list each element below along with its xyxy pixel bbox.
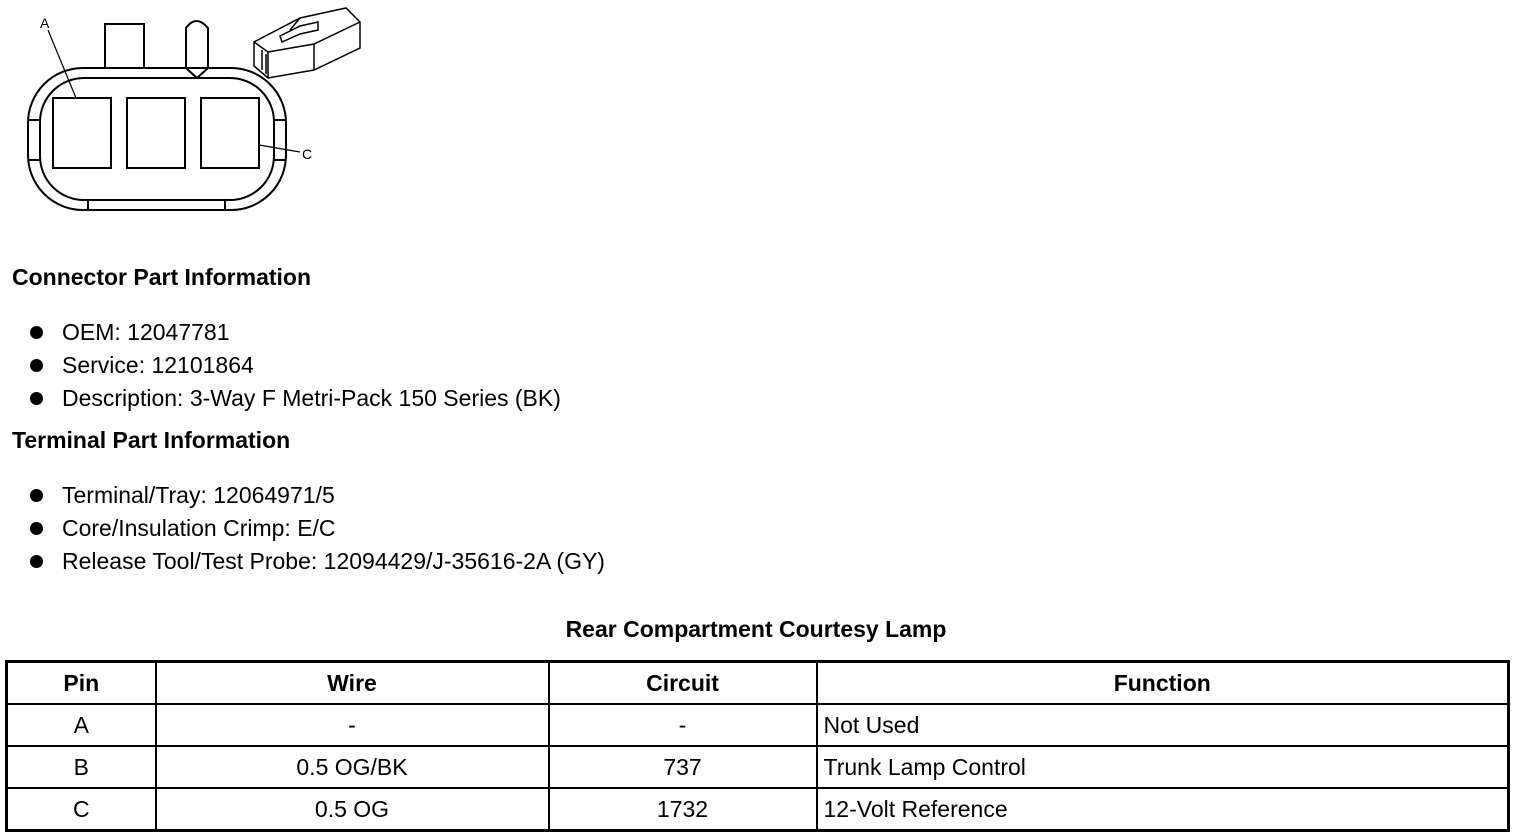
header-function: Function <box>817 662 1509 705</box>
connector-diagram <box>0 0 380 220</box>
terminal-part-info-heading: Terminal Part Information <box>12 427 291 453</box>
list-item <box>30 479 605 512</box>
core-insulation-crimp: Core/Insulation Crimp: E/C <box>62 515 336 541</box>
left-notch <box>29 120 40 160</box>
connector-description: Description: 3-Way F Metri-Pack 150 Series (BK) <box>62 385 561 411</box>
callout-a-leader <box>48 30 76 98</box>
bullet-icon <box>30 392 43 405</box>
table-header-row <box>7 662 1509 705</box>
bullet-icon <box>30 359 43 372</box>
callout-a-label: A <box>40 15 50 31</box>
cell-pin: B <box>7 746 156 788</box>
cavity-a <box>53 98 111 168</box>
table-row <box>7 704 1509 746</box>
list-item <box>30 545 605 578</box>
connector-part-list <box>30 316 561 415</box>
release-tool: Release Tool/Test Probe: 12094429/J-35616-2A (GY) <box>62 548 605 574</box>
cell-pin: C <box>7 788 156 831</box>
oem-part-number: OEM: 12047781 <box>62 319 230 345</box>
table-title: Rear Compartment Courtesy Lamp <box>565 616 947 642</box>
table-row <box>7 746 1509 788</box>
connector-latch <box>186 21 208 78</box>
bullet-icon <box>30 522 43 535</box>
connector-outer-shell <box>28 68 286 210</box>
cell-circuit: 1732 <box>549 788 817 831</box>
cell-wire: 0.5 OG/BK <box>156 746 549 788</box>
cell-function: Trunk Lamp Control <box>817 746 1509 788</box>
cavity-c <box>201 98 259 168</box>
cell-wire: - <box>156 704 549 746</box>
cavity-b <box>127 98 185 168</box>
list-item <box>30 382 561 415</box>
terminal-part-list <box>30 479 605 578</box>
header-pin: Pin <box>7 662 156 705</box>
service-part-number: Service: 12101864 <box>62 352 254 378</box>
table-row <box>7 788 1509 831</box>
bullet-icon <box>30 326 43 339</box>
header-wire: Wire <box>156 662 549 705</box>
callout-c-label: C <box>302 146 313 162</box>
callout-c-leader <box>259 145 300 152</box>
header-circuit: Circuit <box>549 662 817 705</box>
cell-pin: A <box>7 704 156 746</box>
connector-tab <box>105 24 144 68</box>
list-item <box>30 349 561 382</box>
connector-isometric-view <box>254 8 360 78</box>
cell-circuit: 737 <box>549 746 817 788</box>
terminal-tray: Terminal/Tray: 12064971/5 <box>62 482 335 508</box>
cell-wire: 0.5 OG <box>156 788 549 831</box>
pinout-table <box>5 660 1510 832</box>
cell-circuit: - <box>549 704 817 746</box>
bullet-icon <box>30 555 43 568</box>
connector-part-info-heading: Connector Part Information <box>12 264 312 290</box>
list-item <box>30 316 561 349</box>
list-item <box>30 512 605 545</box>
cell-function: Not Used <box>817 704 1509 746</box>
cell-function: 12-Volt Reference <box>817 788 1509 831</box>
bullet-icon <box>30 489 43 502</box>
right-notch <box>274 120 285 160</box>
